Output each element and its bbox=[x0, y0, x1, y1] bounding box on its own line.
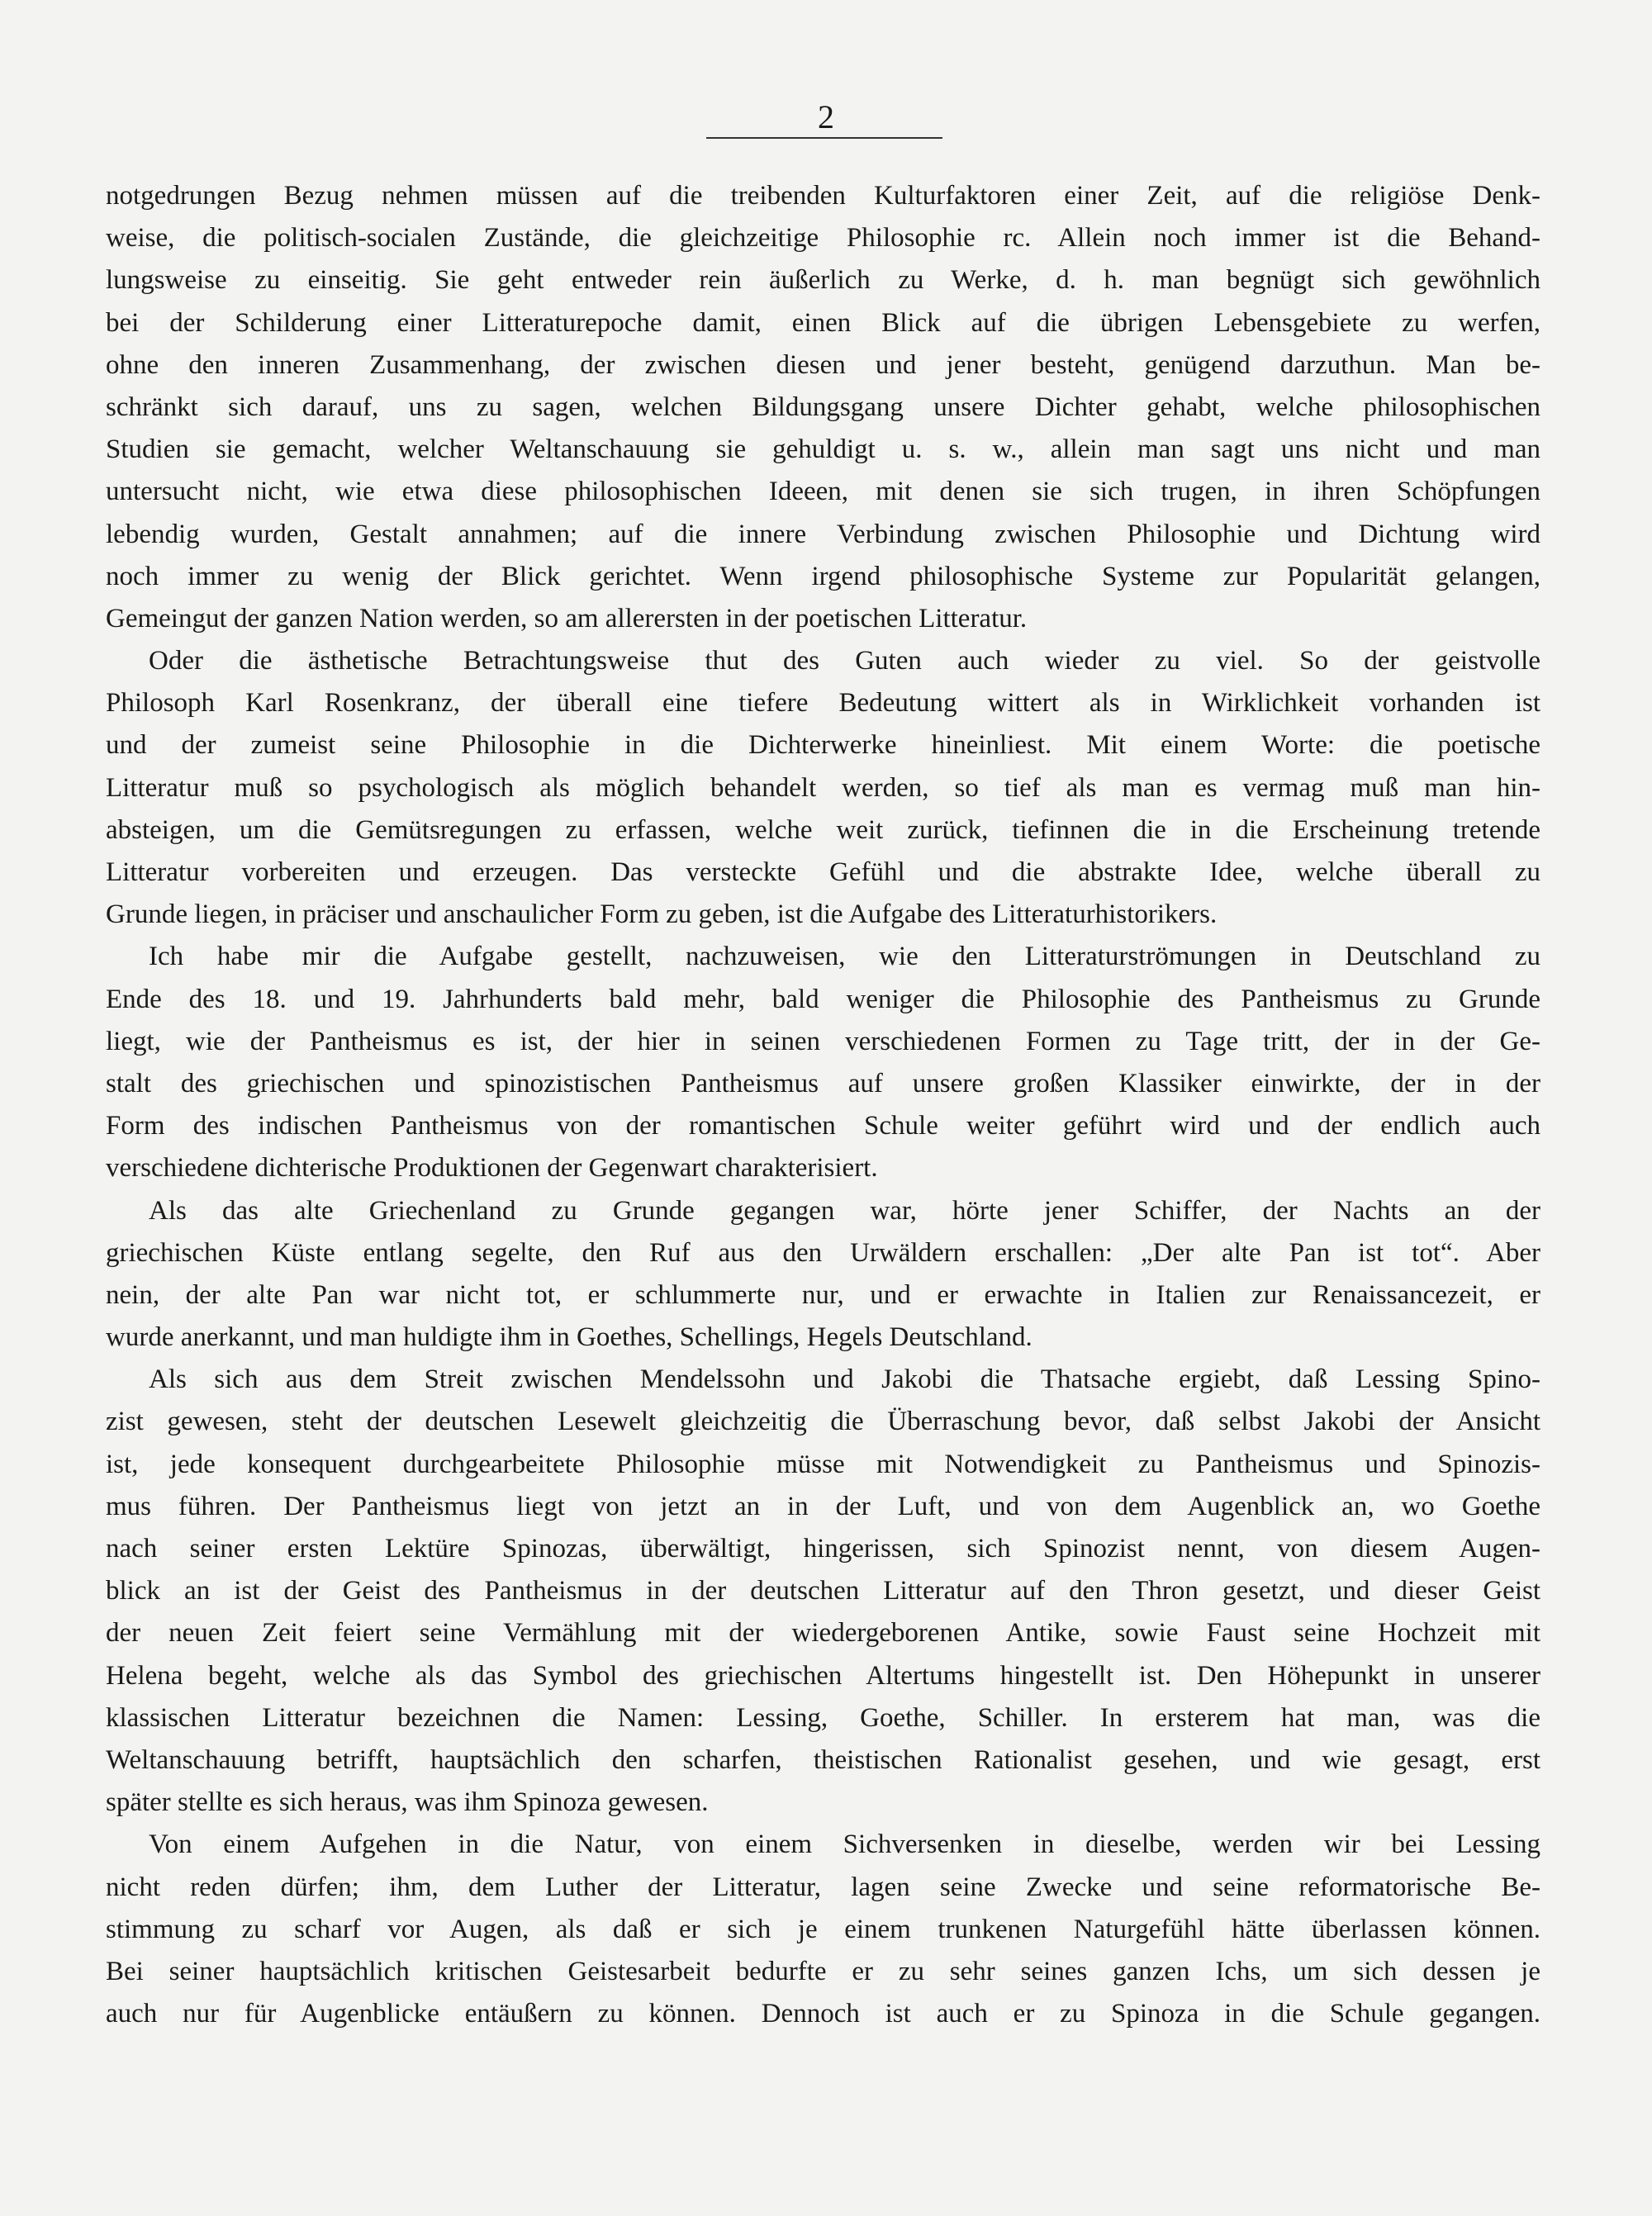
text-line: Studien sie gemacht, welcher Weltanschauung sie gehuldigt u. s. w., allein man sagt uns nicht und man bbox=[106, 434, 1540, 465]
text-line: weise, die politisch-socialen Zustände, die gleichzeitige Philosophie rc. Allein noch immer ist die Behand- bbox=[106, 223, 1540, 254]
text-line: Form des indischen Pantheismus von der romantischen Schule weiter geführt wird und der endlich auch bbox=[106, 1111, 1540, 1141]
text-line: und der zumeist seine Philosophie in die Dichterwerke hineinliest. Mit einem Worte: die poetische bbox=[106, 730, 1540, 761]
text-line: lebendig wurden, Gestalt annahmen; auf die innere Verbindung zwischen Philosophie und Dichtung wird bbox=[106, 519, 1540, 549]
text-line: absteigen, um die Gemütsregungen zu erfassen, welche weit zurück, tiefinnen die in die Erscheinung tretende bbox=[106, 814, 1540, 845]
text-line: Philosoph Karl Rosenkranz, der überall eine tiefere Bedeutung wittert als in Wirklichkeit vorhanden ist bbox=[106, 688, 1540, 719]
text-line: noch immer zu wenig der Blick gerichtet. Wenn irgend philosophische Systeme zur Popularität gelangen, bbox=[106, 561, 1540, 591]
header-rule bbox=[706, 137, 942, 139]
text-line: Als sich aus dem Streit zwischen Mendelssohn und Jakobi die Thatsache ergiebt, daß Lessing Spino- bbox=[149, 1364, 1540, 1395]
text-line: Grunde liegen, in präciser und anschaulicher Form zu geben, ist die Aufgabe des Litteraturhistorikers. bbox=[106, 899, 1218, 930]
page-number: 2 bbox=[818, 98, 834, 135]
text-line: Litteratur muß so psychologisch als möglich behandelt werden, so tief als man es vermag muß man hin- bbox=[106, 772, 1540, 803]
text-line: bei der Schilderung einer Litteraturepoche damit, einen Blick auf die übrigen Lebensgebiete zu werfen, bbox=[106, 307, 1540, 338]
text-line: ohne den inneren Zusammenhang, der zwischen diesen und jener besteht, genügend darzuthun. Man be- bbox=[106, 349, 1540, 380]
text-line: Als das alte Griechenland zu Grunde gegangen war, hörte jener Schiffer, der Nachts an der bbox=[149, 1195, 1540, 1226]
text-line: blick an ist der Geist des Pantheismus in der deutschen Litteratur auf den Thron gesetzt, und dieser Geist bbox=[106, 1576, 1540, 1606]
text-line: Ich habe mir die Aufgabe gestellt, nachzuweisen, wie den Litteraturströmungen in Deutschland zu bbox=[149, 942, 1540, 972]
text-line: lungsweise zu einseitig. Sie geht entweder rein äußerlich zu Werke, d. h. man begnügt sich gewöhnlich bbox=[106, 265, 1540, 296]
text-line: der neuen Zeit feiert seine Vermählung mit der wiedergeborenen Antike, sowie Faust seine Hochzeit mit bbox=[106, 1618, 1540, 1649]
text-line: nach seiner ersten Lektüre Spinozas, überwältigt, hingerissen, sich Spinozist nennt, von diesem Augen- bbox=[106, 1534, 1540, 1564]
text-line: später stellte es sich heraus, was ihm Spinoza gewesen. bbox=[106, 1787, 709, 1818]
text-line: ist, jede konsequent durchgearbeitete Philosophie müsse mit Notwendigkeit zu Pantheismus und Spinozis- bbox=[106, 1449, 1540, 1479]
text-line: Gemeingut der ganzen Nation werden, so am allerersten in der poetischen Litteratur. bbox=[106, 603, 1028, 633]
body-text bbox=[106, 175, 1540, 2035]
text-line: liegt, wie der Pantheismus es ist, der hier in seinen verschiedenen Formen zu Tage tritt, der in der Ge- bbox=[106, 1026, 1540, 1056]
text-line: auch nur für Augenblicke entäußern zu können. Dennoch ist auch er zu Spinoza in die Schule gegangen. bbox=[106, 1999, 1540, 2029]
text-line: Oder die ästhetische Betrachtungsweise thut des Guten auch wieder zu viel. So der geistvolle bbox=[149, 646, 1540, 676]
text-line: Von einem Aufgehen in die Natur, von einem Sichversenken in dieselbe, werden wir bei Lessing bbox=[149, 1829, 1540, 1860]
text-line: stimmung zu scharf vor Augen, als daß er sich je einem trunkenen Naturgefühl hätte überlassen können. bbox=[106, 1914, 1540, 1944]
text-line: schränkt sich darauf, uns zu sagen, welchen Bildungsgang unsere Dichter gehabt, welche philosophischen bbox=[106, 391, 1540, 422]
text-line: klassischen Litteratur bezeichnen die Namen: Lessing, Goethe, Schiller. In ersterem hat man, was die bbox=[106, 1702, 1540, 1733]
text-line: zist gewesen, steht der deutschen Lesewelt gleichzeitig die Überraschung bevor, daß selbst Jakobi der Ansicht bbox=[106, 1407, 1540, 1437]
text-line: Bei seiner hauptsächlich kritischen Geistesarbeit bedurfte er zu sehr seines ganzen Ichs, um sich dessen je bbox=[106, 1956, 1540, 1986]
text-line: Weltanschauung betrifft, hauptsächlich den scharfen, theistischen Rationalist gesehen, und wie gesagt, erst bbox=[106, 1744, 1540, 1775]
text-line: verschiedene dichterische Produktionen der Gegenwart charakterisiert. bbox=[106, 1153, 878, 1184]
text-line: stalt des griechischen und spinozistischen Pantheismus auf unsere großen Klassiker einwirkte, der in der bbox=[106, 1068, 1540, 1099]
text-line: Ende des 18. und 19. Jahrhunderts bald mehr, bald weniger die Philosophie des Pantheismus zu Grunde bbox=[106, 984, 1540, 1014]
text-line: griechischen Küste entlang segelte, den Ruf aus den Urwäldern erschallen: „Der alte Pan ist tot“. Aber bbox=[106, 1237, 1540, 1268]
text-line: Litteratur vorbereiten und erzeugen. Das versteckte Gefühl und die abstrakte Idee, welche überall zu bbox=[106, 857, 1540, 887]
text-line: nein, der alte Pan war nicht tot, er schlummerte nur, und er erwachte in Italien zur Renaissancezeit, er bbox=[106, 1279, 1540, 1310]
text-line: wurde anerkannt, und man huldigte ihm in Goethes, Schellings, Hegels Deutschland. bbox=[106, 1322, 1032, 1353]
text-line: notgedrungen Bezug nehmen müssen auf die treibenden Kulturfaktoren einer Zeit, auf die religiöse Denk- bbox=[106, 181, 1540, 211]
text-line: mus führen. Der Pantheismus liegt von jetzt an in der Luft, und von dem Augenblick an, wo Goethe bbox=[106, 1491, 1540, 1521]
text-line: Helena begeht, welche als das Symbol des griechischen Altertums hingestellt ist. Den Höhepunkt in unserer bbox=[106, 1660, 1540, 1691]
text-line: nicht reden dürfen; ihm, dem Luther der Litteratur, lagen seine Zwecke und seine reformatorische Be- bbox=[106, 1872, 1540, 1902]
text-line: untersucht nicht, wie etwa diese philosophischen Ideeen, mit denen sie sich trugen, in ihren Schöpfungen bbox=[106, 477, 1540, 507]
